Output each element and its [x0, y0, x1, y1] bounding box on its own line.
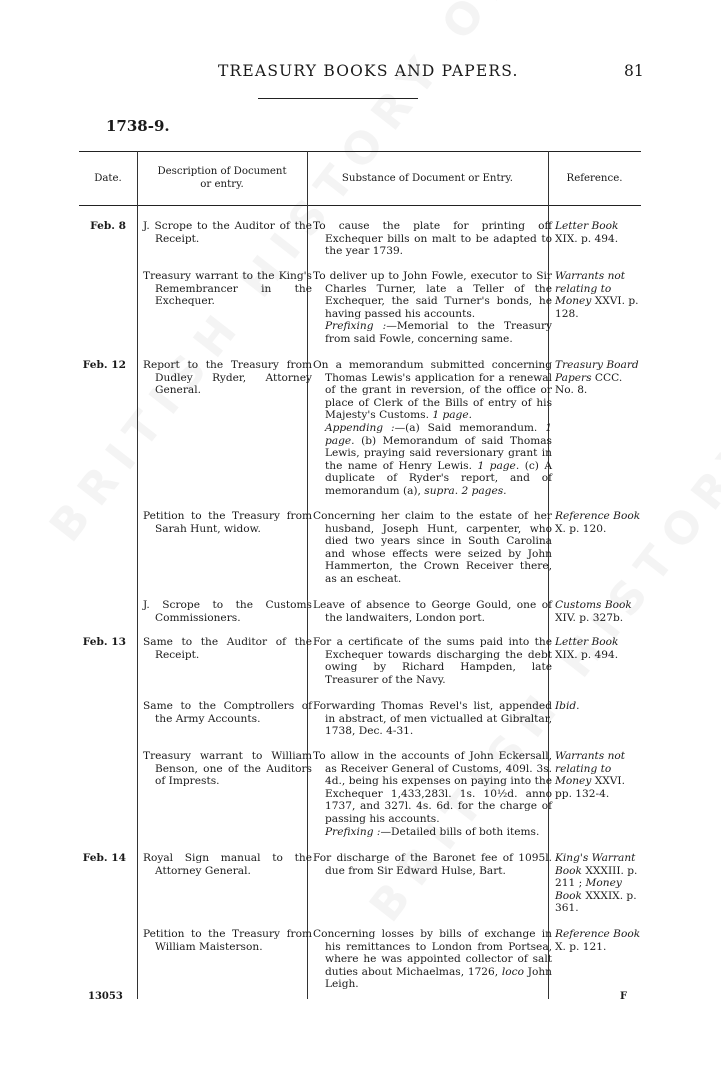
entry-substance — [313, 270, 552, 346]
appendix-a: —(a) Said memorandum. — [394, 421, 538, 434]
entry-description: Treasury warrant to William Benson, one of the Auditors of Imprests. — [143, 750, 312, 788]
reference-book: Customs Book — [555, 599, 632, 611]
reference-location: XXVI. pp. 132-4. — [555, 775, 625, 800]
page-number: 81 — [624, 62, 644, 80]
appendix-b: (b) Memorandum of said Thomas Lewis, praying said reversionary grant in the name of Henry Lewis. — [325, 434, 552, 472]
header-rule — [258, 98, 418, 99]
reference-book: Ibid. — [555, 700, 580, 712]
entry-date: Feb. 13 — [82, 636, 126, 648]
entry-reference — [555, 750, 641, 800]
entry-reference — [555, 270, 641, 320]
entry-description: Same to the Auditor of the Receipt. — [143, 636, 312, 661]
table-header-rule — [79, 205, 641, 206]
reference-location: CCC. No. 8. — [555, 371, 623, 397]
prefix-text: —Detailed bills of both items. — [380, 825, 540, 838]
reference-book: Treasury Board Papers — [555, 359, 639, 384]
prefix-label: Prefixing : — [325, 825, 381, 838]
substance-text: To allow in the accounts of John Eckersall, as Receiver General of Customs, 409l. 3s. 4d., being his expenses on paying into the Exchequer 1,433,283l. 1s. 10½d. anno 1737, and 327l. 4s. 6d. for the charge of passing his accounts. — [313, 750, 552, 825]
printer-signature: 13053 — [88, 991, 123, 1002]
page-count: 1 page. — [477, 459, 520, 472]
entry-description: Report to the Treasury from Dudley Ryder, Attorney General. — [143, 359, 312, 397]
signature-mark: F — [620, 991, 628, 1002]
reference-location-secondary: XXXIX. p. 361. — [555, 889, 637, 915]
column-header-description-line1: Description of Document — [157, 166, 287, 177]
reference-book: Reference Book — [555, 510, 641, 522]
entry-date: Feb. 14 — [82, 852, 126, 864]
reference-book: Warrants not relating to Money — [555, 270, 626, 308]
running-title: TREASURY BOOKS AND PAPERS. — [218, 62, 519, 80]
entry-description: J. Scrope to the Customs Commissioners. — [143, 599, 312, 624]
entry-substance — [313, 928, 552, 991]
entry-reference — [555, 928, 641, 953]
reference-location: X. p. 120. — [555, 522, 607, 535]
entry-substance: Concerning her claim to the estate of her husband, Joseph Hunt, carpenter, who died two years since in South Carolina and whose effects were seized by John Hammerton, the Crown Receiver there, as an escheat. — [313, 510, 552, 585]
supra-text: supra. — [424, 484, 459, 497]
reference-location: XXXIII. p. 211 ; — [555, 864, 638, 890]
reference-book-secondary: Money Book — [555, 877, 622, 902]
prefix-label: Prefixing : — [325, 320, 387, 333]
entry-date: Feb. 12 — [82, 359, 126, 371]
entry-substance: Forwarding Thomas Revel's list, appended in abstract, of men victualled at Gibraltar, 1738, Dec. 4-31. — [313, 700, 552, 738]
substance-text: On a memorandum submitted concerning Thomas Lewis's application for a renewal of the grant in reversion, of the office or place of Clerk of the Bills of entry of his Majesty's Customs. — [313, 359, 552, 422]
substance-text: To deliver up to John Fowle, executor to Sir Charles Turner, late a Teller of the Exchequer, the said Turner's bonds, he having passed his accounts. — [313, 270, 552, 320]
entry-description: Petition to the Treasury from William Maisterson. — [143, 928, 312, 953]
prefix-text: —Memorial to the Treasury from said Fowle, concerning same. — [325, 320, 553, 345]
year-range: 1738-9. — [106, 117, 170, 135]
column-header-reference-label: Reference. — [566, 172, 623, 184]
entry-substance — [313, 359, 552, 498]
entry-reference — [555, 636, 641, 661]
page-count: 1 page. — [432, 409, 472, 422]
substance-end: John Leigh. — [325, 965, 552, 991]
appending-label: Appending : — [325, 421, 395, 434]
entry-substance: To cause the plate for printing off Exchequer bills on malt to be adapted to the year 1739. — [313, 220, 552, 258]
reference-location: XIX. p. 494. — [555, 648, 619, 661]
reference-location: XIX. p. 494. — [555, 232, 619, 245]
entry-reference — [555, 510, 641, 535]
column-divider — [137, 151, 138, 999]
entry-description: Petition to the Treasury from Sarah Hunt, widow. — [143, 510, 312, 535]
entry-substance — [313, 750, 552, 838]
running-head — [0, 62, 721, 86]
entry-substance: For a certificate of the sums paid into the Exchequer towards discharging the debt owing by Richard Hampden, late Treasurer of the Navy. — [313, 636, 552, 686]
entry-substance: Leave of absence to George Gould, one of the landwaiters, London port. — [313, 599, 552, 624]
reference-location: XIV. p. 327b. — [555, 611, 624, 624]
entry-reference — [555, 220, 641, 245]
reference-book: King's Warrant Book — [555, 852, 636, 877]
entry-reference — [555, 359, 641, 397]
entry-description: J. Scrope to the Auditor of the Receipt. — [143, 220, 312, 245]
loco-text: loco — [501, 965, 524, 978]
reference-book: Warrants not relating to Money — [555, 750, 626, 788]
column-header-substance-label: Substance of Document or Entry. — [341, 172, 514, 184]
reference-location: X. p. 121. — [555, 940, 607, 953]
page-count: 2 pages. — [461, 484, 507, 497]
entry-reference — [555, 700, 641, 713]
reference-book: Letter Book — [555, 636, 619, 648]
appendix-c: (c) A duplicate of Ryder's report, and of memorandum (a), — [325, 459, 553, 497]
entry-substance: For discharge of the Baronet fee of 1095l. due from Sir Edward Hulse, Bart. — [313, 852, 552, 877]
column-header-reference — [548, 151, 641, 205]
substance-text: Concerning losses by bills of exchange in his remittances to London from Portsea, where he was appointed collector of salt duties about Michaelmas, 1726, — [313, 928, 552, 978]
reference-location: XXVI. p. 128. — [555, 295, 639, 320]
page-count: 1 page. — [325, 421, 552, 447]
column-header-description-line2: or entry. — [200, 179, 244, 190]
entry-description: Treasury warrant to the King's Remembrancer in the Exchequer. — [143, 270, 312, 308]
column-header-date — [79, 151, 137, 205]
reference-book: Letter Book — [555, 220, 619, 232]
reference-book: Reference Book — [555, 928, 641, 940]
entry-description: Same to the Comptrollers of the Army Accounts. — [143, 700, 312, 725]
entry-description: Royal Sign manual to the Attorney General. — [143, 852, 312, 877]
column-header-date-label: Date. — [94, 172, 122, 184]
entry-reference — [555, 852, 641, 915]
column-header-substance — [307, 151, 548, 205]
entry-date: Feb. 8 — [90, 220, 126, 232]
column-header-description — [137, 151, 307, 205]
entry-reference — [555, 599, 641, 624]
